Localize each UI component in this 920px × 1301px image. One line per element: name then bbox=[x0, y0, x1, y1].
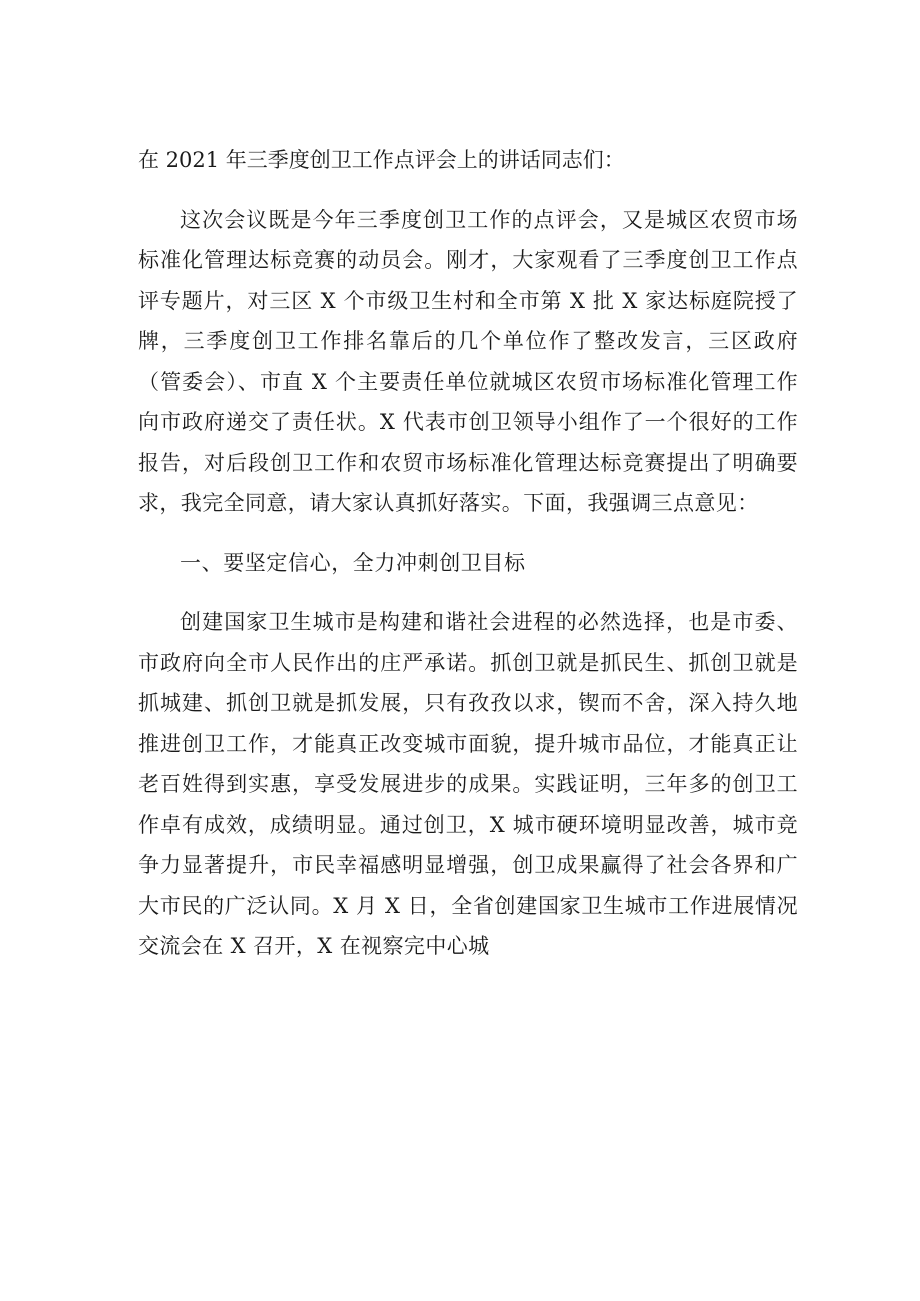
paragraph-opening: 这次会议既是今年三季度创卫工作的点评会，又是城区农贸市场标准化管理达标竞赛的动员会。刚才，大家观看了三季度创卫工作点评专题片，对三区 X 个市级卫生村和全市第 X 批 X 家达标庭院授了牌，三季度创卫工作排名靠后的几个单位作了整改发言，三区政府（管委会）、市直 X 个主要责任单位就城区农贸市场标准化管理工作向市政府递交了责任状。X 代表市创卫领导小组作了一个很好的工作报告，对后段创卫工作和农贸市场标准化管理达标竞赛提出了明确要求，我完全同意，请大家认真抓好落实。下面，我强调三点意见： bbox=[138, 207, 798, 515]
section-heading-1: 一、要坚定信心，全力冲刺创卫目标 bbox=[180, 550, 526, 575]
paragraph-section-1: 创建国家卫生城市是构建和谐社会进程的必然选择，也是市委、市政府向全市人民作出的庄严承诺。抓创卫就是抓民生、抓创卫就是抓城建、抓创卫就是抓发展，只有孜孜以求，锲而不舍，深入持久地推进创卫工作，才能真正改变城市面貌，提升城市品位，才能真正让老百姓得到实惠，享受发展进步的成果。实践证明，三年多的创卫工作卓有成效，成绩明显。通过创卫，X 城市硬环境明显改善，城市竞争力显著提升，市民幸福感明显增强，创卫成果赢得了社会各界和广大市民的广泛认同。X 月 X 日，全省创建国家卫生城市工作进展情况交流会在 X 召开，X 在视察完中心城 bbox=[138, 610, 798, 958]
document-body bbox=[138, 140, 798, 986]
speech-title: 在 2021 年三季度创卫工作点评会上的讲话同志们： bbox=[138, 148, 625, 172]
